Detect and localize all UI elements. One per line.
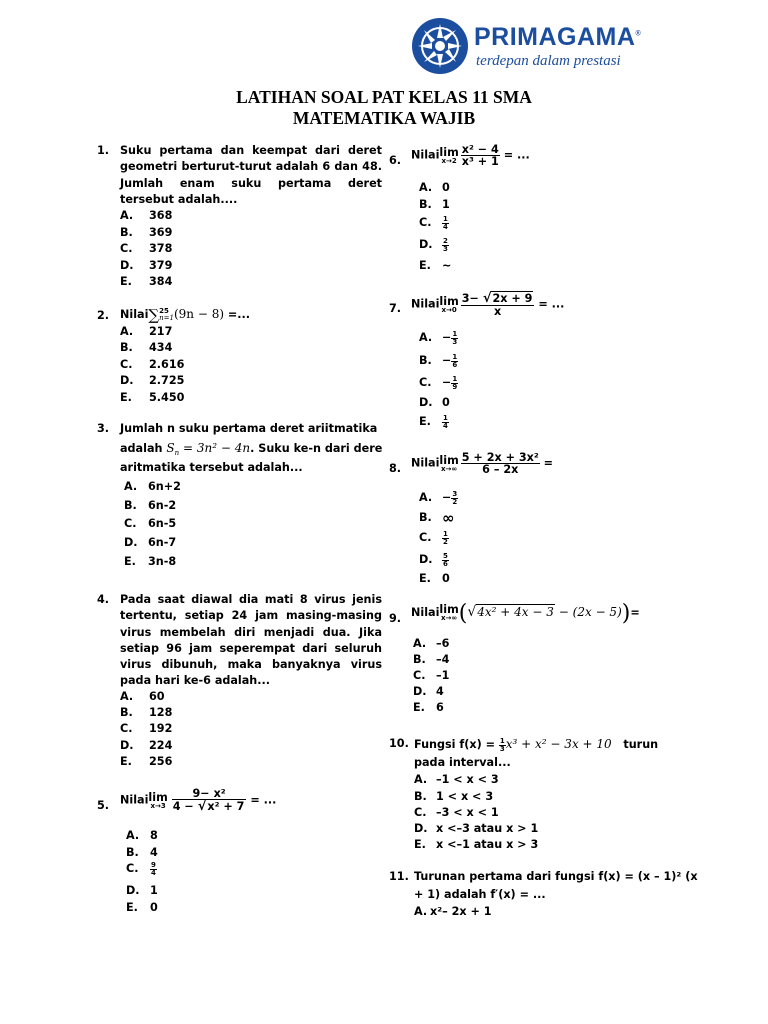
question-number: 11. [389,870,409,883]
question-number: 5. [97,799,110,812]
logo-wordmark: PRIMAGAMA [474,23,636,51]
question-number: 2. [97,309,110,322]
question-text: Pada saat diawal dia mati 8 virus jenis tertentu, setiap 24 jam masing-masing virus membelah diri menjadi dua. Jika setiap 96 jam seperempat dari seluruh virus dibunuh, maka banyaknya virus pada hari ke-6 adalah... [120,593,382,688]
question-number: 9. [389,612,402,625]
logo-tagline: terdepan dalam prestasi [476,53,621,69]
question-text: Suku pertama dan keempat dari deret geometri berturut-turut adalah 6 dan 48. Jumlah enam suku pertama deret tersebut adalah.... [120,144,382,206]
question-number: 1. [97,144,110,157]
left-column: 1. Suku pertama dan keempat dari deret geometri berturut-turut adalah 6 dan 48. Jumlah enam suku pertama deret tersebut adalah.... A. 368 B. 369 C. 378 D. 379 E. 384 2. Nilai∑ 25 n=1 (9n − 8) =... A. 217 B. 434 C. 2.616 D. 2.725 E. 5.450 3. Jumlah n suku pertama deret ariitmatika adalah $S_n = 3n^2 - 4n$. Suku ke-n dari dere aritmatika tersebut adalah... A. 6n+2 B. 6n-2 C. 6n-5 D. 6n-7 E. 3n-8 4. Pada saat diawal dia mati 8 virus jenis tertentu, setiap 24 jam masing-masing virus membelah diri menjadi dua. Jika setiap 96 jam seperempat dari seluruh virus dibunuh, maka banyaknya virus pada hari ke-6 adalah... A. 60 B. 128 C. 192 D. 224 E. 256 5. Nilailim x→3 $\frac{\text{9− x²}}{\text{4 − √x² + 7}}$ = ... A. 8 B. 4 C. $\frac{9}{4}$ D. 1 E. 0 [97,144,383,914]
question-text: Nilailim x→∞ (√4x² + 4x − 3 − (2x − 5))= [411,601,640,627]
question-number: 10. [389,737,409,750]
question-line-2: pada interval... [414,756,511,769]
page-subtitle: MATEMATIKA WAJIB [292,108,476,128]
question-text: Nilai∑ 25 n=1 (9n − 8) =... [120,306,251,324]
question-number: 4. [97,593,110,606]
question-line-1: Jumlah n suku pertama deret ariitmatika [120,422,378,435]
question-text: Nilailim x→∞ $\frac{\text{5 + 2x + 3x²}}{6 - 2x}$ = [411,451,554,477]
registered-mark: ® [635,30,642,38]
question-text: Nilailim x→0 $\frac{3- √2x + 9}{x}$ = ... [411,291,565,318]
question-line-2: + 1) adalah f′(x) = ... [414,888,546,901]
question-text: Nilailim x→2 $\frac{\text{x² − 4}}{\text{x³ + 1}}$ = ... [411,143,530,169]
question-number: 6. [389,154,402,167]
question-line-2: adalah $S_n = 3n^2 - 4n$. Suku ke-n dari dere [120,441,383,458]
question-number: 8. [389,462,402,475]
question-line-1: Turunan pertama dari fungsi f(x) = (x – 1)² (x [414,870,698,883]
question-number: 3. [97,422,110,435]
question-text: Fungsi f(x) = $\frac{1}{3}$ x³ + x² − 3x + 10 turun [414,736,659,753]
question-number: 7. [389,302,402,315]
question-line-3: aritmatika tersebut adalah... [120,461,303,474]
page-title: LATIHAN SOAL PAT KELAS 11 SMA [236,87,532,107]
right-column: 6. Nilailim x→2 $\frac{\text{x² − 4}}{\text{x³ + 1}}$ = ... A. 0 B. 1 C. $\frac{1}{4}$ D. $\frac{2}{3}$ E. ~ 7. Nilailim x→0 $\frac{3- √2x + 9}{x}$ = ... A. − $\frac{1}{3}$ B. − $\frac{1}{6}$ C. − $\frac{1}{9}$ D. 0 E. $\frac{1}{4}$ 8. Nilailim x→∞ $\frac{\text{5 + 2x + 3x²}}{6 - 2x}$ = A. − $\frac{3}{2}$ B. ∞ C. $\frac{1}{2}$ D. $\frac{5}{6}$ E. 0 9. Nilailim x→∞ (√4x² + 4x − 3 − (2x − 5))= A. –6 B. –4 C. –1 D. 4 E. 6 10. Fungsi f(x) = $\frac{1}{3}$ x³ + x² − 3x + 10 turun pada interval... A. –1 < x < 3 B. 1 < x < 3 C. –3 < x < 1 D. x <–3 atau x > 1 E. x <–1 atau x > 3 11. Turunan pertama dari fungsi f(x) = (x – 1)² (x + 1) adalah f′(x) = ... A. x²– 2x + 1 [389,143,698,918]
question-text: Nilailim x→3 $\frac{\text{9− x²}}{\text{4 − √x² + 7}}$ = ... [120,787,277,815]
